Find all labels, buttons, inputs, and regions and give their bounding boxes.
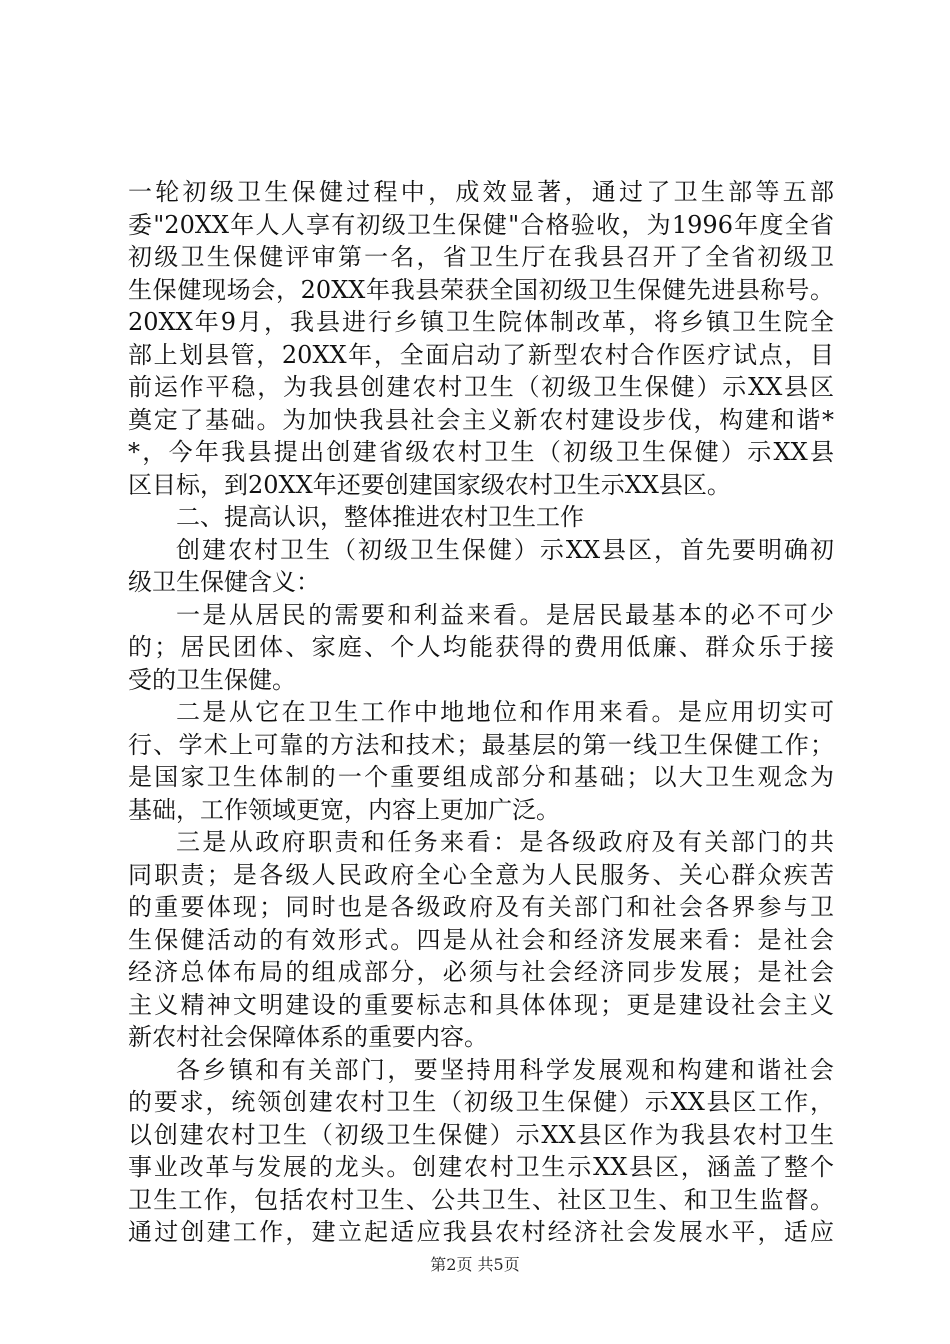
text-line: 区目标，到20XX年还要创建国家级农村卫生示XX县区。 bbox=[128, 470, 731, 499]
text-line: 生保健现场会，20XX年我县荣获全国初级卫生保健先进县称号。 bbox=[128, 275, 834, 304]
text-line: 一轮初级卫生保健过程中，成效显著，通过了卫生部等五部 bbox=[128, 178, 834, 206]
text-line: 的重要体现；同时也是各级政府及有关部门和社会各界参与卫 bbox=[128, 893, 834, 921]
text-line: 新农村社会保障体系的重要内容。 bbox=[128, 1023, 488, 1051]
text-line: 前运作平稳，为我县创建农村卫生（初级卫生保健）示XX县区 bbox=[128, 373, 834, 401]
text-line: 生保健活动的有效形式。四是从社会和经济发展来看：是社会 bbox=[128, 925, 834, 954]
page-number-footer: 第2页 共5页 bbox=[430, 1255, 520, 1274]
text-line: *，今年我县提出创建省级农村卫生（初级卫生保健）示XX县 bbox=[128, 438, 834, 466]
text-line: 的；居民团体、家庭、个人均能获得的费用低廉、群众乐于接 bbox=[128, 633, 834, 661]
text-line: 的要求，统领创建农村卫生（初级卫生保健）示XX县区工作， bbox=[128, 1088, 834, 1116]
text-line: 通过创建工作，建立起适应我县农村经济社会发展水平，适应 bbox=[128, 1218, 834, 1246]
text-line: 奠定了基础。为加快我县社会主义新农村建设步伐，构建和谐* bbox=[128, 405, 834, 434]
text-line: 经济总体布局的组成部分，必须与社会经济同步发展；是社会 bbox=[128, 958, 834, 986]
text-line: 是国家卫生体制的一个重要组成部分和基础；以大卫生观念为 bbox=[128, 763, 834, 791]
text-line: 创建农村卫生（初级卫生保健）示XX县区，首先要明确初 bbox=[176, 535, 834, 564]
text-line: 一是从居民的需要和利益来看。是居民最基本的必不可少 bbox=[176, 600, 834, 629]
text-line: 初级卫生保健评审第一名，省卫生厅在我县召开了全省初级卫 bbox=[128, 243, 834, 271]
text-line: 以创建农村卫生（初级卫生保健）示XX县区作为我县农村卫生 bbox=[128, 1120, 834, 1149]
text-line: 三是从政府职责和任务来看：是各级政府及有关部门的共 bbox=[176, 828, 834, 856]
document-body bbox=[128, 176, 834, 1249]
text-line: 部上划县管，20XX年，全面启动了新型农村合作医疗试点，目 bbox=[128, 340, 834, 369]
text-line: 基础，工作领域更宽，内容上更加广泛。 bbox=[128, 795, 560, 824]
text-line: 卫生工作，包括农村卫生、公共卫生、社区卫生、和卫生监督。 bbox=[128, 1185, 834, 1214]
text-line: 二、提高认识，整体推进农村卫生工作 bbox=[176, 503, 584, 531]
text-line: 各乡镇和有关部门，要坚持用科学发展观和构建和谐社会 bbox=[176, 1055, 834, 1084]
text-line: 事业改革与发展的龙头。创建农村卫生示XX县区，涵盖了整个 bbox=[128, 1153, 834, 1181]
text-line: 20XX年9月，我县进行乡镇卫生院体制改革，将乡镇卫生院全 bbox=[128, 308, 834, 336]
text-line: 同职责；是各级人民政府全心全意为人民服务、关心群众疾苦 bbox=[128, 860, 834, 889]
text-line: 行、学术上可靠的方法和技术；最基层的第一线卫生保健工作； bbox=[128, 730, 834, 759]
text-line: 级卫生保健含义： bbox=[128, 568, 320, 596]
text-line: 主义精神文明建设的重要标志和具体体现；更是建设社会主义 bbox=[128, 990, 834, 1019]
text-line: 二是从它在卫生工作中地地位和作用来看。是应用切实可 bbox=[176, 698, 834, 726]
text-line: 委"20XX年人人享有初级卫生保健"合格验收，为1996年度全省 bbox=[128, 210, 834, 239]
text-line: 受的卫生保健。 bbox=[128, 665, 296, 694]
